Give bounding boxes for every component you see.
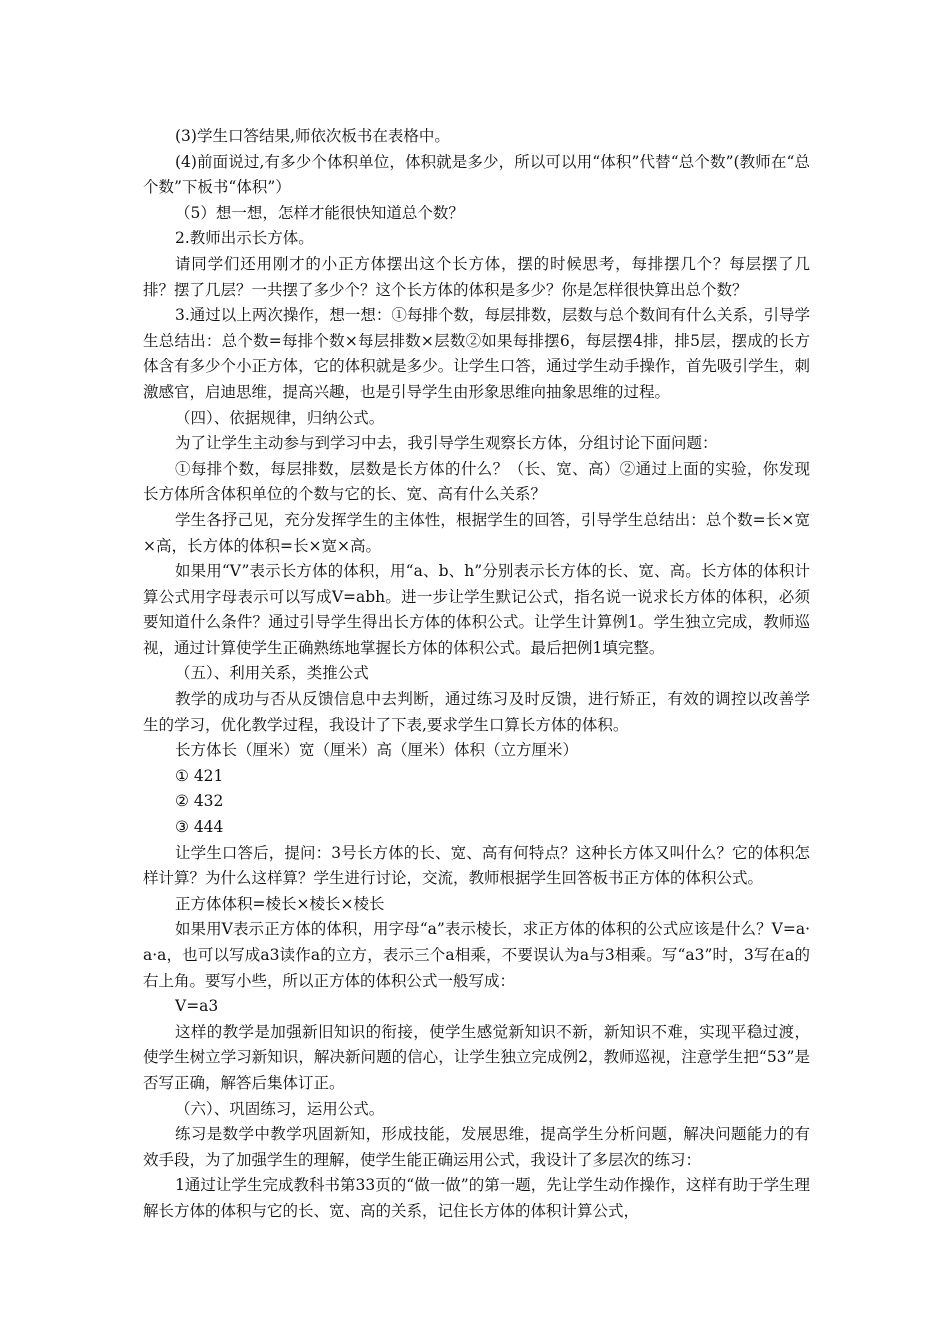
- paragraph: 请同学们还用刚才的小正方体摆出这个长方体，摆的时候思考，每排摆几个？每层摆了几排？摆了几层？一共摆了多少个？这个长方体的体积是多少？你是怎样很快算出总个数？: [143, 254, 810, 299]
- paragraph: ①每排个数，每层排数，层数是长方体的什么？（长、宽、高）②通过上面的实验，你发现长方体所含体积单位的个数与它的长、宽、高有什么关系？: [143, 459, 810, 504]
- table-row-line: ③ 444: [175, 818, 224, 837]
- paragraph: (3)学生口答结果,师依次板书在表格中。: [175, 127, 450, 145]
- paragraph: （5）想一想，怎样才能很快知道总个数？: [175, 203, 464, 222]
- table-header-line: 长方体长（厘米）宽（厘米）高（厘米）体积（立方厘米）: [175, 741, 579, 760]
- formula-line: V=a3: [175, 997, 219, 1016]
- paragraph: 为了让学生主动参与到学习中去，我引导学生观察长方体，分组讨论下面问题：: [175, 434, 718, 453]
- table-row-line: ① 421: [175, 766, 224, 785]
- paragraph: 练习是数学中教学巩固新知，形成技能，发展思维，提高学生分析问题，解决问题能力的有效手段，为了加强学生的理解，使学生能正确运用公式，我设计了多层次的练习：: [143, 1125, 810, 1169]
- paragraph: 教学的成功与否从反馈信息中去判断，通过练习及时反馈，进行矫正，有效的调控以改善学生的学习，优化教学过程，我设计了下表,要求学生口算长方体的体积。: [143, 690, 810, 734]
- paragraph: 2.教师出示长方体。: [175, 229, 314, 248]
- formula-line: 正方体体积=棱长×棱长×棱长: [175, 894, 385, 913]
- paragraph: 如果用“V”表示长方体的体积，用“a、b、h”分别表示长方体的长、宽、高。长方体的体积计算公式用字母表示可以写成V=abh。进一步让学生默记公式，指名说一说求长方体的体积，必须要知道什么条件？通过引导学生得出长方体的体积公式。让学生计算例1。学生独立完成，教师巡视，通过计算使学生正确熟练地掌握长方体的体积公式。最后把例1填完整。: [143, 562, 810, 657]
- section-heading: （六）、巩固练习，运用公式。: [175, 1099, 385, 1118]
- paragraph: 1通过让学生完成教科书第33页的“做一做”的第一题，先让学生动作操作，这样有助于学生理解长方体的体积与它的长、宽、高的关系，记住长方体的体积计算公式，: [143, 1176, 810, 1220]
- paragraph: 这样的教学是加强新旧知识的衔接，使学生感觉新知识不新，新知识不难，实现平稳过渡，使学生树立学习新知识，解决新问题的信心，让学生独立完成例2，教师巡视，注意学生把“53”是否写正确，解答后集体订正。: [143, 1022, 810, 1092]
- paragraph: 3.通过以上两次操作，想一想：①每排个数，每层排数，层数与总个数间有什么关系，引导学生总结出：总个数=每排个数×每层排数×层数②如果每排摆6，每层摆4排，排5层，摆成的长方体含有多少个小正方体，它的体积就是多少。让学生口答，通过学生动手操作，首先吸引学生，刺激感官，启迪思维，提高兴趣，也是引导学生由形象思维向抽象思维的过程。: [143, 306, 810, 401]
- section-heading: （四）、依据规律，归纳公式。: [175, 408, 385, 427]
- table-row-line: ② 432: [175, 792, 224, 811]
- paragraph: 如果用V表示正方体的体积，用字母“a”表示棱长，求正方体的体积的公式应该是什么？V=a·a·a，也可以写成a3读作a的立方，表示三个a相乘，不要误认为a与3相乘。写“a3”时，3写在a的右上角。要写小些，所以正方体的体积公式一般写成：: [143, 920, 810, 990]
- paragraph: 学生各抒己见，充分发挥学生的主体性，根据学生的回答，引导学生总结出：总个数=长×宽×高，长方体的体积=长×宽×高。: [143, 510, 810, 555]
- paragraph: (4)前面说过,有多少个体积单位，体积就是多少，所以可以用“体积”代替“总个数”(教师在“总个数”下板书“体积”）: [143, 152, 810, 197]
- document-page: [143, 124, 810, 1225]
- section-heading: （五）、利用关系，类推公式: [175, 664, 369, 683]
- paragraph: 让学生口答后，提问：3号长方体的长、宽、高有何特点？这种长方体又叫什么？它的体积怎样计算？为什么这样算？学生进行讨论，交流，教师根据学生回答板书正方体的体积公式。: [143, 843, 810, 888]
